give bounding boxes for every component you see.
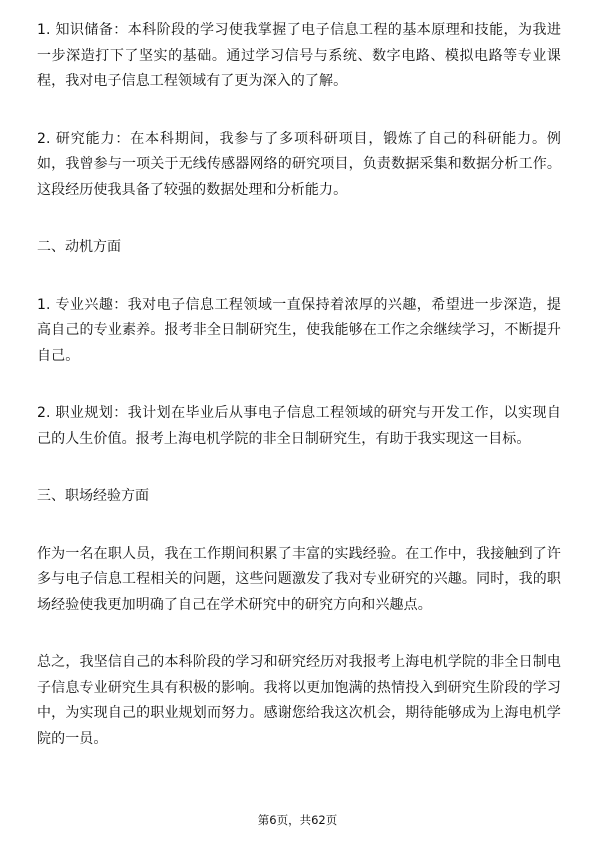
paragraph-conclusion: 总之，我坚信自己的本科阶段的学习和研究经历对我报考上海电机学院的非全日制电子信息专业研究生具有积极的影响。我将以更加饱满的热情投入到研究生阶段的学习中，为实现自己的职业规划而努力。感谢您给我这次机会，期待能够成为上海电机学院的一员。 — [37, 654, 561, 747]
section-heading-motivation: 二、动机方面 — [37, 239, 121, 255]
page-number: 第6页，共62页 — [257, 813, 338, 827]
paragraph-career: 2. 职业规划：我计划在毕业后从事电子信息工程领域的研究与开发工作，以实现自己的人生价值。报考上海电机学院的非全日制研究生，有助于我实现这一目标。 — [37, 405, 561, 447]
section-heading-work-experience: 三、职场经验方面 — [37, 488, 149, 504]
paragraph-interest: 1. 专业兴趣：我对电子信息工程领域一直保持着浓厚的兴趣，希望进一步深造，提高自己的专业素养。报考非全日制研究生，使我能够在工作之余继续学习，不断提升自己。 — [37, 296, 561, 364]
paragraph-knowledge: 1. 知识储备：本科阶段的学习使我掌握了电子信息工程的基本原理和技能，为我进一步深造打下了坚实的基础。通过学习信号与系统、数字电路、模拟电路等专业课程，我对电子信息工程领域有了更为深入的了解。 — [37, 22, 561, 89]
paragraph-research: 2. 研究能力：在本科期间，我参与了多项科研项目，锻炼了自己的科研能力。例如，我曾参与一项关于无线传感器网络的研究项目，负责数据采集和数据分析工作。这段经历使我具备了较强的数据处理和分析能力。 — [37, 130, 561, 198]
paragraph-work-experience: 作为一名在职人员，我在工作期间积累了丰富的实践经验。在工作中，我接触到了许多与电子信息工程相关的问题，这些问题激发了我对专业研究的兴趣。同时，我的职场经验使我更加明确了自己在学术研究中的研究方向和兴趣点。 — [37, 545, 561, 613]
document-body — [37, 18, 561, 784]
